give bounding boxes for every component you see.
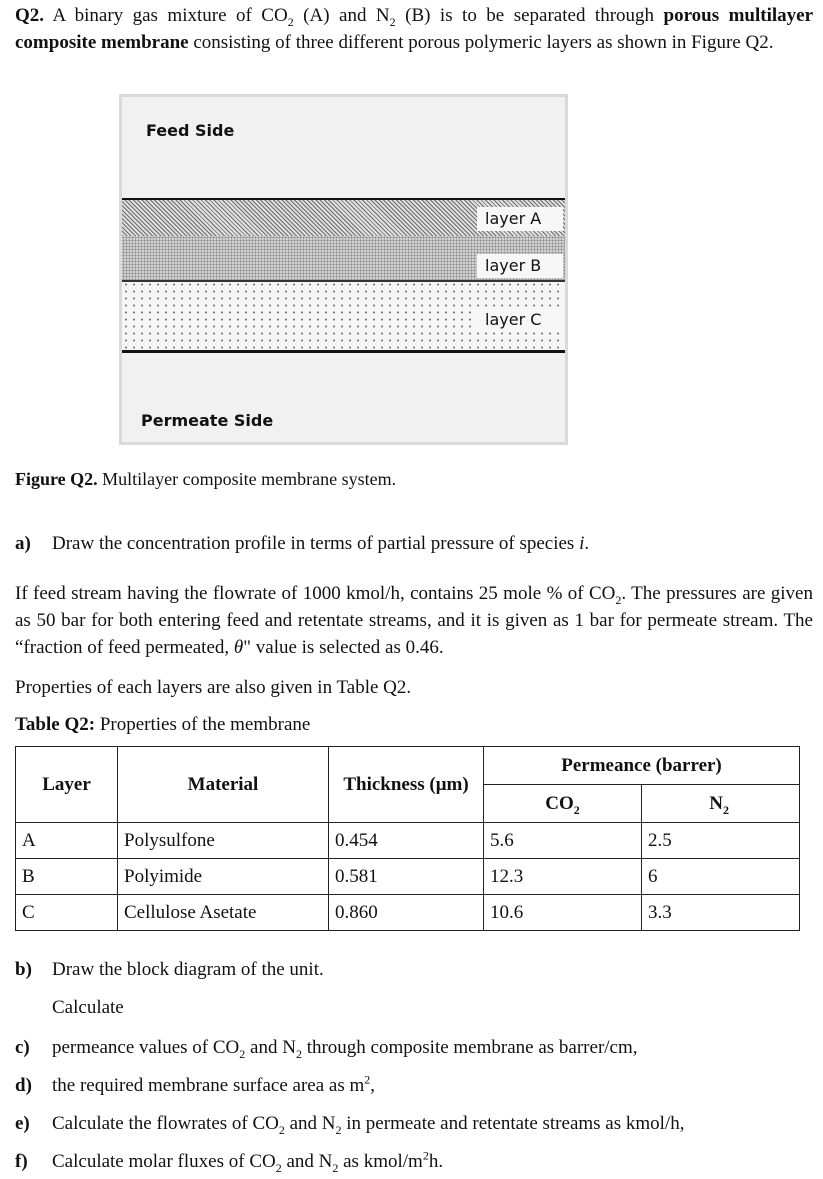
question-number: Q2. [15,5,45,26]
cell-material: Polysulfone [118,823,329,859]
table-row [16,823,800,859]
header-material: Material [118,747,329,823]
cell-material: Cellulose Asetate [118,895,329,931]
membrane-figure [119,94,568,445]
part-f-text: Calculate molar fluxes of $CO_2$ and $N_2$ as kmol/$m^2h$. [52,1148,444,1175]
cell-co2: 5.6 [484,823,642,859]
properties-table [15,746,800,931]
table-row [16,859,800,895]
cell-layer: A [16,823,118,859]
feed-side-label: Feed Side [146,121,235,140]
part-c-label: c) [15,1037,30,1058]
part-a-label: a) [15,533,31,554]
part-d-label: d) [15,1075,32,1096]
permeate-side-label: Permeate Side [141,411,274,430]
header-permeance: Permeance (barrer) [484,747,800,785]
cell-co2: 12.3 [484,859,642,895]
table-row [16,895,800,931]
part-b-text: Draw the block diagram of the unit. [52,959,324,980]
table-header-row [16,747,800,785]
cell-layer: C [16,895,118,931]
cell-n2: 3.3 [642,895,800,931]
header-layer: Layer [16,747,118,823]
part-d-text: the required membrane surface area as $m^2$, [52,1072,376,1096]
cell-thickness: 0.581 [329,859,484,895]
cell-n2: 2.5 [642,823,800,859]
cell-layer: B [16,859,118,895]
layer-c-label: layer C [477,308,563,332]
part-a-text: Draw the concentration profile in terms of partial pressure of species i. [52,533,590,554]
figure-caption: Figure Q2. Multilayer composite membrane system. [15,469,397,489]
question-intro: Q2. A binary gas mixture of $CO_2$ (A) and $N_2$ (B) is to be separated through porous multilayer composite membrane consisting of three different porous polymeric layers as shown in Figure Q2. [15,5,814,53]
layer-a-label: layer A [477,207,563,231]
part-f-label: f) [15,1151,28,1172]
part-b-label: b) [15,959,32,980]
part-e-label: e) [15,1113,30,1134]
layer-b-label: layer B [477,254,563,278]
header-co2: $CO_2$ [484,785,642,823]
part-e-text: Calculate the flowrates of $CO_2$ and $N_2$ in permeate and retentate streams as kmol/h, [52,1113,685,1137]
header-n2: $N_2$ [642,785,800,823]
cell-co2: 10.6 [484,895,642,931]
properties-line: Properties of each layers are also given in Table Q2. [15,677,412,698]
cell-material: Polyimide [118,859,329,895]
permeate-boundary-line [122,350,565,353]
part-c-text: permeance values of $CO_2$ and $N_2$ through composite membrane as barrer/cm, [52,1037,638,1061]
table-title: Table Q2: Properties of the membrane [15,714,311,735]
cell-thickness: 0.454 [329,823,484,859]
header-thickness: Thickness (μm) [329,747,484,823]
feed-paragraph: If feed stream having the flowrate of 1000 kmol/h, contains 25 mole % of $CO_2$. The pressures are given as 50 bar for both entering feed and retentate streams, and it is given as 1 bar for permeate stream. The “fraction of feed permeated, θ" value is selected as 0.46. [15,583,813,658]
cell-thickness: 0.860 [329,895,484,931]
layer-bc-divider [122,280,565,282]
cell-n2: 6 [642,859,800,895]
calculate-heading: Calculate [52,997,124,1018]
